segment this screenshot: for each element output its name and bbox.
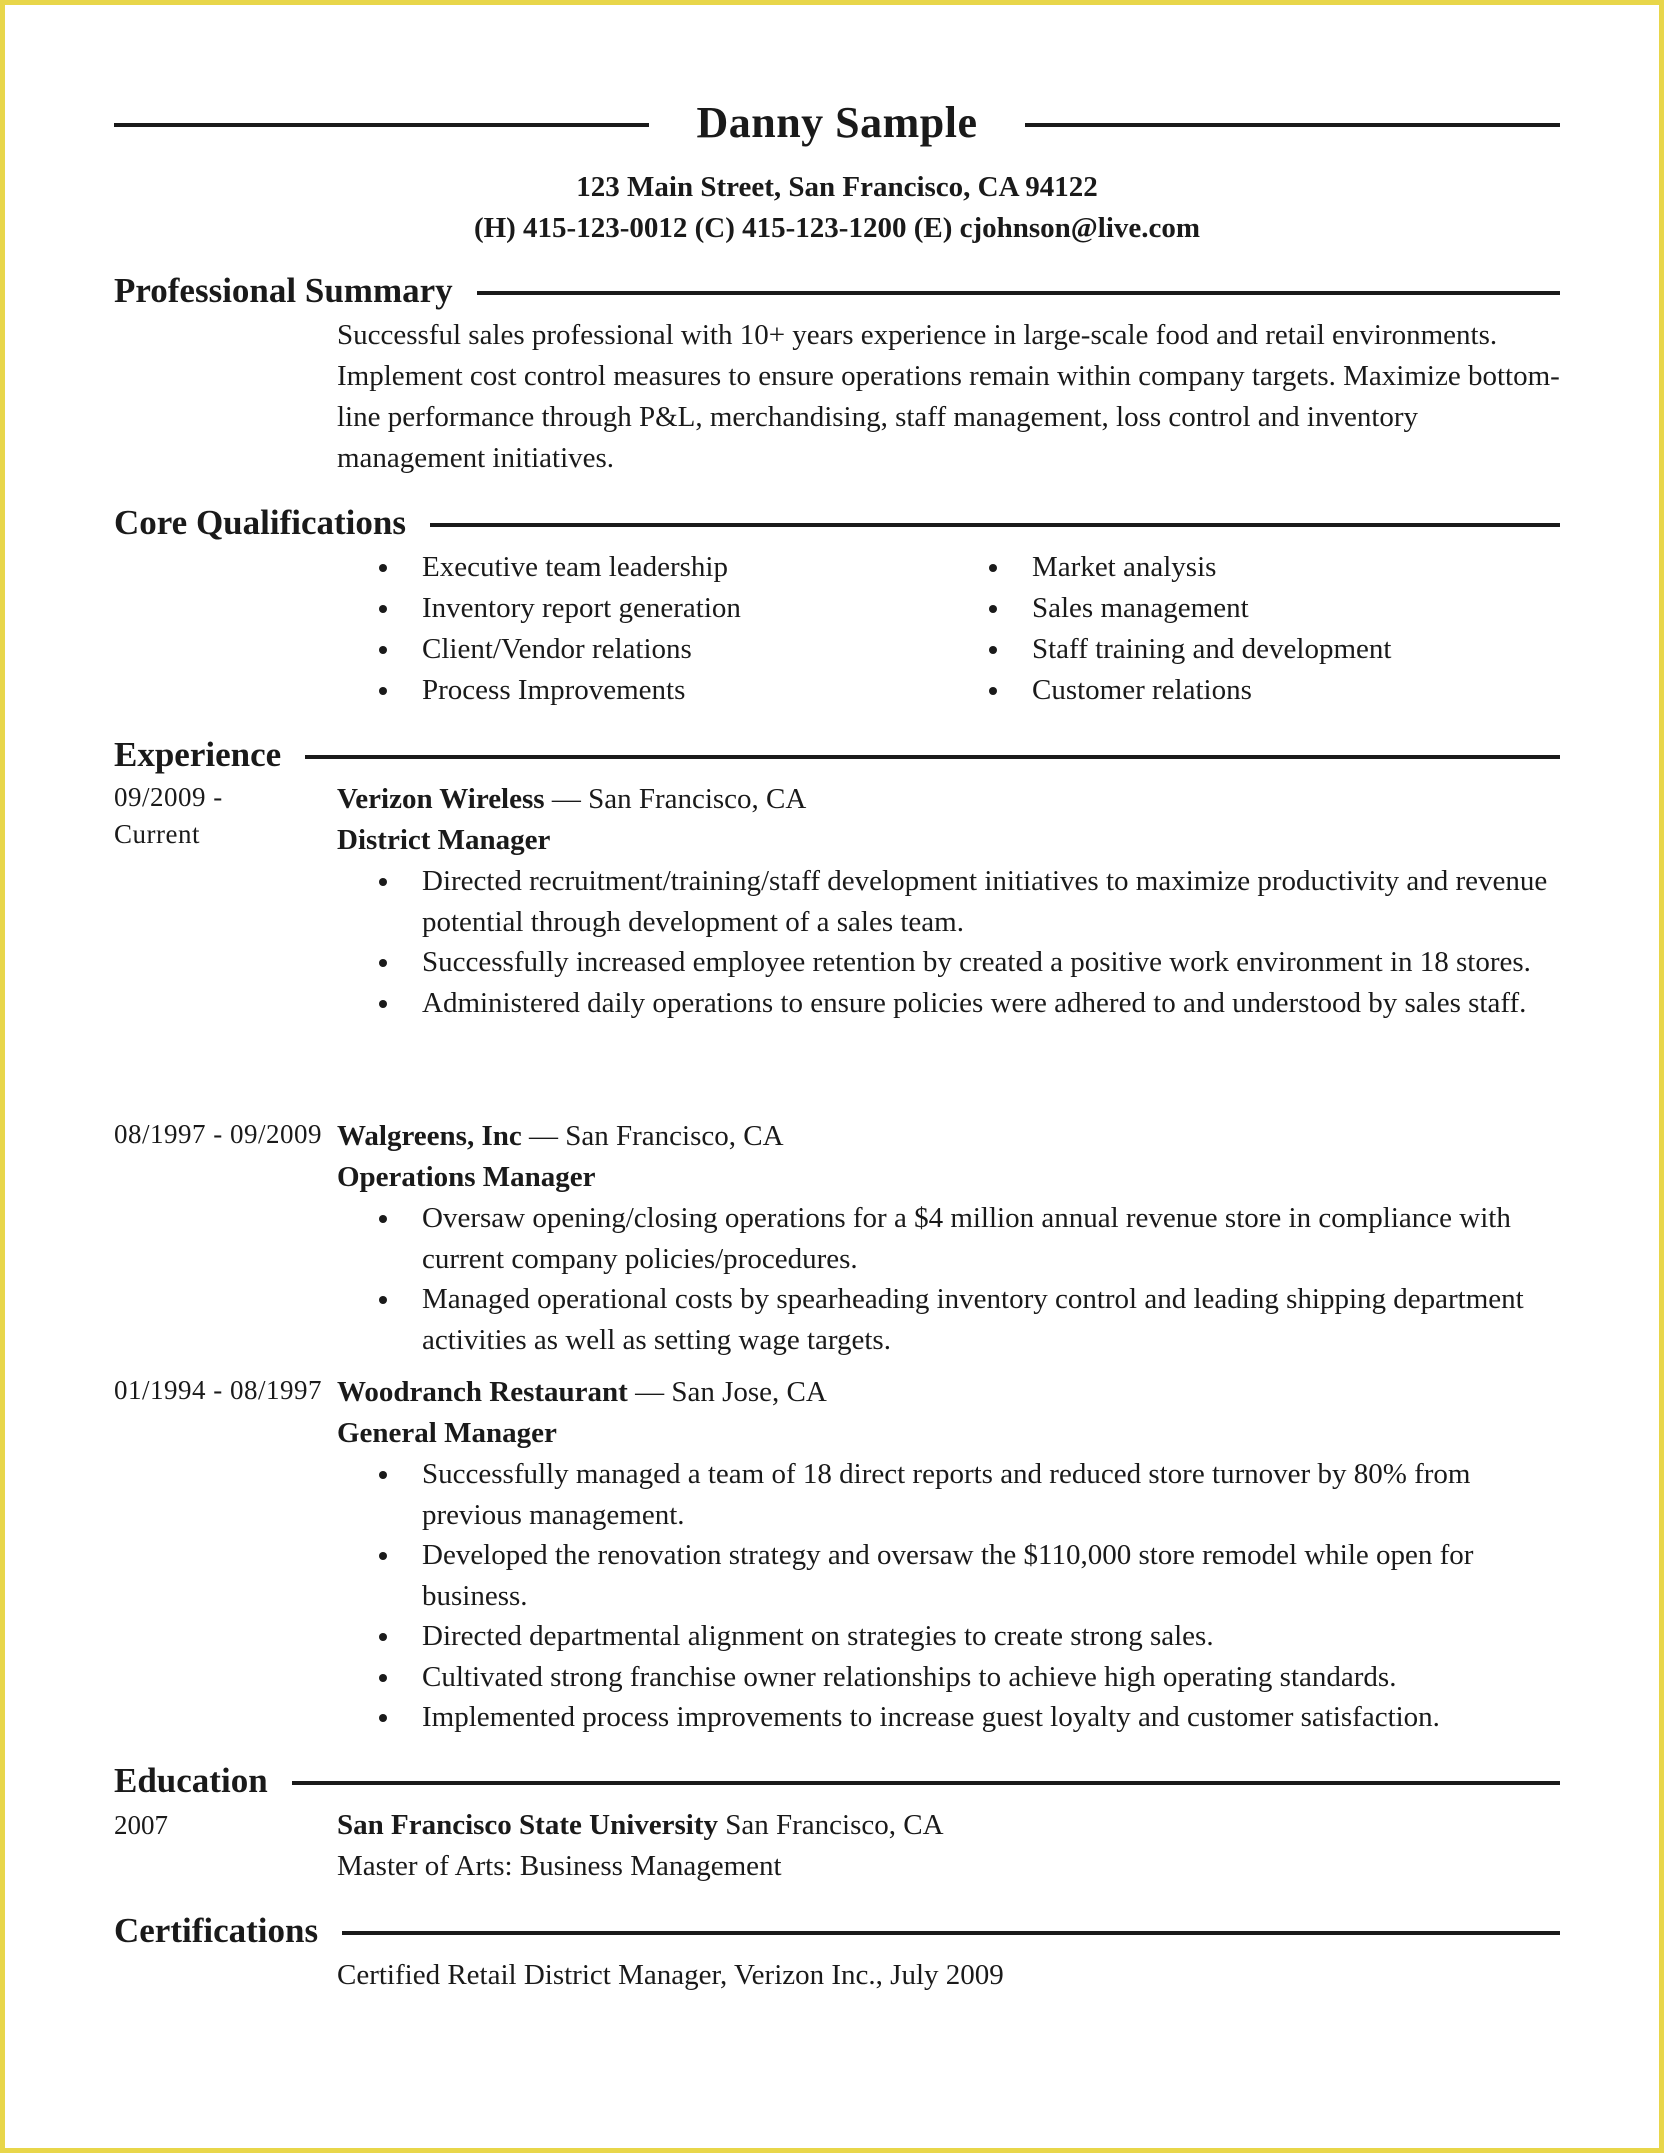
section-title: Professional Summary [114, 269, 477, 313]
job-dates: 09/2009 - Current [114, 782, 223, 849]
qualifications-list [379, 547, 1560, 711]
list-item: Market analysis [989, 547, 1391, 588]
job-role: Operations Manager [337, 1161, 596, 1193]
qualifications-column-1 [379, 547, 989, 711]
bullet-icon [989, 605, 997, 613]
section-education-heading [114, 1759, 1560, 1803]
qualifications-column-2 [989, 547, 1391, 711]
job-role: General Manager [337, 1417, 557, 1449]
list-item: Successfully increased employee retention by created a positive work environment in 18 stores. [379, 942, 1560, 983]
bullet-icon [989, 564, 997, 572]
job-header [337, 779, 806, 820]
section-summary-heading [114, 269, 1560, 313]
list-item: Cultivated strong franchise owner relationships to achieve high operating standards. [379, 1657, 1560, 1698]
job-company: Walgreens, Inc [337, 1120, 522, 1152]
section-qualifications-heading [114, 501, 1560, 545]
bullet-icon [989, 646, 997, 654]
job-location: — San Francisco, CA [521, 1120, 784, 1152]
job-dates: 01/1994 - 08/1997 [114, 1375, 322, 1405]
job-location: — San Francisco, CA [544, 783, 807, 815]
section-title: Education [114, 1759, 292, 1803]
list-item: Process Improvements [379, 670, 989, 711]
bullet-icon [379, 1714, 387, 1722]
contact-address: 123 Main Street, San Francisco, CA 94122 [576, 171, 1098, 203]
section-title: Core Qualifications [114, 501, 430, 545]
certification-text: Certified Retail District Manager, Verizon Inc., July 2009 [337, 1959, 1004, 1991]
bullet-icon [379, 1552, 387, 1560]
bullet-icon [379, 646, 387, 654]
bullet-icon [379, 605, 387, 613]
list-item: Sales management [989, 588, 1391, 629]
list-item: Successfully managed a team of 18 direct reports and reduced store turnover by 80% from previous management. [379, 1454, 1560, 1535]
section-rule [114, 1781, 1560, 1785]
list-item: Developed the renovation strategy and oversaw the $110,000 store remodel while open for business. [379, 1535, 1560, 1616]
bullet-icon [379, 1471, 387, 1479]
job-bullets [379, 1454, 1560, 1738]
name-header [114, 95, 1560, 155]
section-rule [114, 755, 1560, 759]
bullet-icon [379, 1674, 387, 1682]
list-item: Directed recruitment/training/staff development initiatives to maximize productivity and revenue potential through development of a sales team. [379, 861, 1560, 942]
job-dates: 08/1997 - 09/2009 [114, 1119, 322, 1149]
list-item: Customer relations [989, 670, 1391, 711]
job-location: — San Jose, CA [627, 1376, 827, 1408]
job-header [337, 1372, 827, 1413]
job-header [337, 1116, 784, 1157]
list-item: Managed operational costs by spearheading inventory control and leading shipping department activities as well as setting wage targets. [379, 1279, 1560, 1360]
list-item: Inventory report generation [379, 588, 989, 629]
bullet-icon [379, 687, 387, 695]
contact-phones: (H) 415-123-0012 (C) 415-123-1200 (E) cjohnson@live.com [473, 212, 1201, 244]
job-bullets [379, 861, 1560, 1023]
job-role: District Manager [337, 824, 551, 856]
bullet-icon [379, 878, 387, 886]
education-school: San Francisco State University [337, 1809, 718, 1841]
education-degree: Master of Arts: Business Management [337, 1850, 782, 1882]
bullet-icon [379, 564, 387, 572]
job-company: Woodranch Restaurant [337, 1376, 628, 1408]
list-item: Directed departmental alignment on strategies to create strong sales. [379, 1616, 1560, 1657]
section-title: Experience [114, 733, 305, 777]
list-item: Executive team leadership [379, 547, 989, 588]
list-item: Implemented process improvements to increase guest loyalty and customer satisfaction. [379, 1697, 1560, 1738]
summary-text: Successful sales professional with 10+ years experience in large-scale food and retail environments. Implement cost control measures to ensure operations remain within company targets. Maximize bottom-line performance through P&L, merchandising, staff management, loss control and inventory management initiatives. [337, 319, 1560, 474]
section-experience-heading [114, 733, 1560, 777]
education-location: San Francisco, CA [718, 1809, 944, 1841]
bullet-icon [379, 959, 387, 967]
job-bullets [379, 1198, 1560, 1360]
list-item: Administered daily operations to ensure policies were adhered to and understood by sales staff. [379, 983, 1560, 1024]
bullet-icon [379, 1215, 387, 1223]
bullet-icon [379, 1296, 387, 1304]
education-school-line [337, 1805, 944, 1846]
list-item: Oversaw opening/closing operations for a $4 million annual revenue store in compliance with current company policies/procedures. [379, 1198, 1560, 1279]
bullet-icon [379, 1633, 387, 1641]
list-item: Staff training and development [989, 629, 1391, 670]
job-company: Verizon Wireless [337, 783, 545, 815]
list-item: Client/Vendor relations [379, 629, 989, 670]
bullet-icon [379, 1000, 387, 1008]
education-year: 2007 [114, 1810, 168, 1840]
bullet-icon [989, 687, 997, 695]
section-certifications-heading [114, 1909, 1560, 1953]
candidate-name: Danny Sample [696, 98, 978, 147]
section-title: Certifications [114, 1909, 342, 1953]
